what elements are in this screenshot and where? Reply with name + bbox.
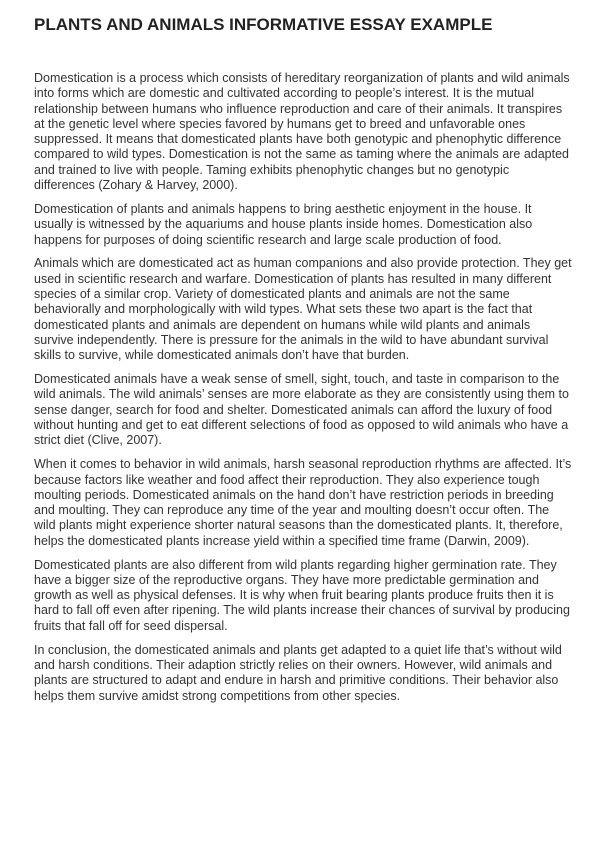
essay-paragraph: In conclusion, the domesticated animals and plants get adapted to a quiet life that’s without wild and harsh conditions. Their adaption strictly relies on their owners. However, wild animals and plants are structured to adapt and endure in harsh and primitive conditions. Their behavior also helps them survive amidst strong competitions from other species.: [34, 642, 562, 703]
essay-paragraph: Domestication is a process which consists of hereditary reorganization of plants and wild animals into forms which are domestic and cultivated according to people’s interest. It is the mutual relationship between humans who influence reproduction and care of their animals. It transpires at the genetic level where species favored by humans get to breed and unfavorable ones suppressed. It means that domesticated plants have both genotypic and phenophytic difference compared to wild types. Domestication is not the same as taming where the animals are adapted and trained to live with people. Taming exhibits phenophytic changes but no genotypic differences (Zohary & Harvey, 2000).: [34, 71, 570, 193]
essay-title: PLANTS AND ANIMALS INFORMATIVE ESSAY EXAMPLE: [34, 15, 493, 34]
essay-body: [34, 71, 572, 712]
essay-paragraph: When it comes to behavior in wild animals, harsh seasonal reproduction rhythms are affected. It’s because factors like weather and food affect their reproduction. They also experience tough moulting periods. Domesticated animals on the hand don’t have restriction periods in breeding and moulting. They can reproduce any time of the year and moulting doesn’t occur often. The wild plants might experience shorter natural seasons than the domesticated plants. It, therefore, helps the domesticated plants increase yield within a specified time frame (Darwin, 2009).: [34, 457, 572, 548]
essay-paragraph: Animals which are domesticated act as human companions and also provide protection. They get used in scientific research and warfare. Domestication of plants has resulted in many different species of a similar crop. Variety of domesticated plants and animals are not the same behaviorally and morphologically with wild types. What sets these two apart is the fact that domesticated plants and animals are dependent on humans while wild plants and animals survive independently. There is pressure for the animals in the wild to have abundant survival skills to survive, while domesticated animals don’t have that burden.: [34, 256, 572, 363]
essay-paragraph: Domestication of plants and animals happens to bring aesthetic enjoyment in the house. It usually is witnessed by the aquariums and house plants inside homes. Domestication also happens for purposes of doing scientific research and large scale production of food.: [34, 201, 533, 247]
essay-paragraph: Domesticated plants are also different from wild plants regarding higher germination rate. They have a bigger size of the reproductive organs. They have more predictable germination and growth as well as physical defenses. It is why when fruit bearing plants produce fruits then it is hard to fall off even after ripening. The wild plants increase their chances of survival by producing fruits that fall off for seed dispersal.: [34, 557, 570, 633]
essay-paragraph: Domesticated animals have a weak sense of smell, sight, touch, and taste in comparison to the wild animals. The wild animals’ senses are more elaborate as they are consistently using them to sense danger, search for food and shelter. Domesticated animals can afford the luxury of food without hunting and get to eat different selections of food as opposed to wild animals who have a strict diet (Clive, 2007).: [34, 372, 569, 448]
